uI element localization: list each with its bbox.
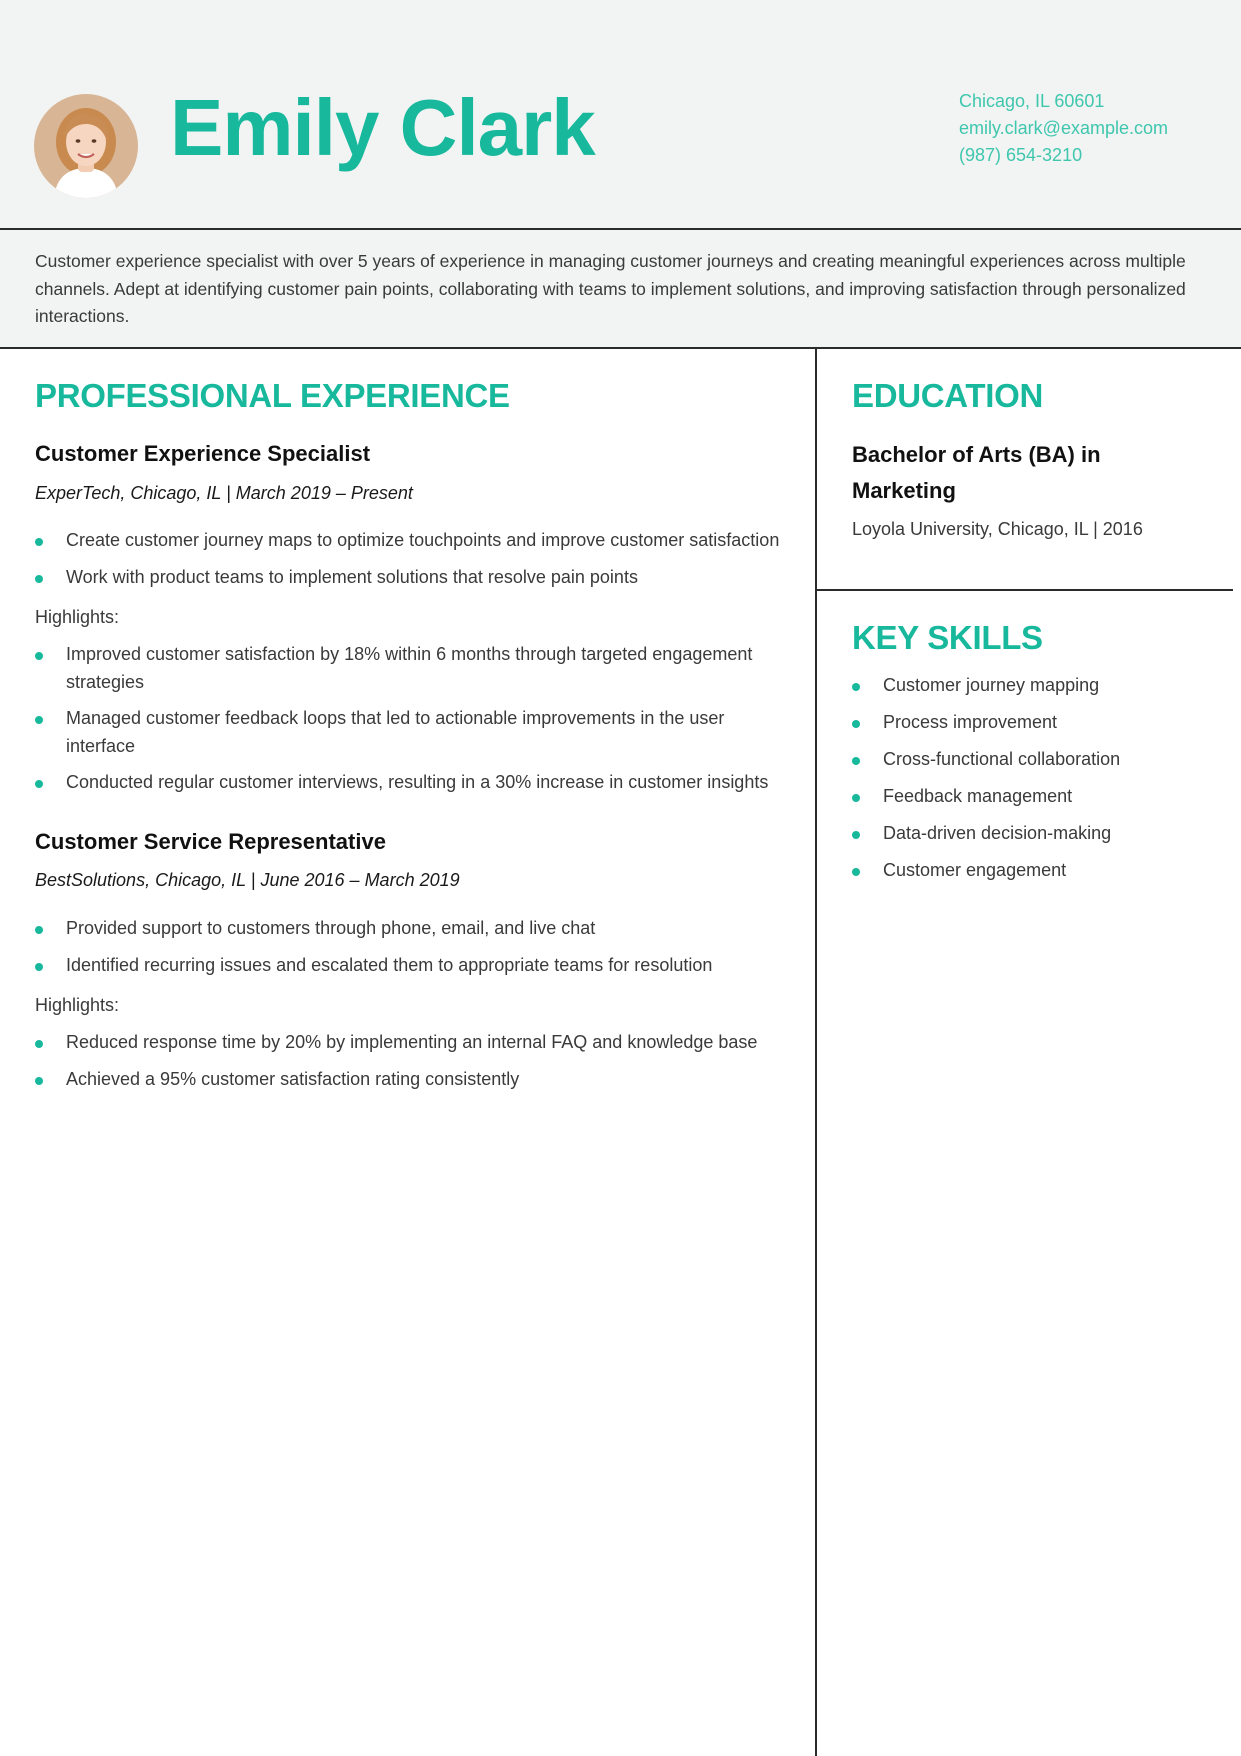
education-degree: Bachelor of Arts (BA) in Marketing [852,442,1101,503]
candidate-name: Emily Clark [170,83,595,172]
job-highlights-list [35,1028,795,1093]
job-duties-list [35,526,795,591]
skills-list [852,671,1222,884]
education-skills-divider [817,589,1233,591]
skill-item: Customer journey mapping [852,671,1222,699]
highlights-label: Highlights: [35,607,120,627]
job-duties-list [35,914,795,979]
list-item: Work with product teams to implement solutions that resolve pain points [35,563,795,591]
job-highlights-list [35,640,775,796]
contact-block [959,88,1229,169]
list-item: Managed customer feedback loops that led to actionable improvements in the user interface [35,704,775,760]
skill-item: Data-driven decision-making [852,819,1222,847]
education-school: Loyola University, Chicago, IL | 2016 [852,519,1143,539]
list-item: Identified recurring issues and escalated them to appropriate teams for resolution [35,951,795,979]
column-divider [815,349,817,1756]
experience-section-title: PROFESSIONAL EXPERIENCE [35,377,510,414]
list-item: Reduced response time by 20% by implementing an internal FAQ and knowledge base [35,1028,795,1056]
list-item: Provided support to customers through phone, email, and live chat [35,914,795,942]
skill-item: Feedback management [852,782,1222,810]
header [0,0,1241,230]
education-section-title: EDUCATION [852,377,1044,414]
list-item: Create customer journey maps to optimize touchpoints and improve customer satisfaction [35,526,795,554]
contact-location: Chicago, IL 60601 [959,91,1105,111]
skill-item: Cross-functional collaboration [852,745,1222,773]
skills-section-title: KEY SKILLS [852,619,1043,656]
summary-section [0,230,1241,349]
contact-phone[interactable]: (987) 654-3210 [959,145,1083,165]
highlights-label: Highlights: [35,995,120,1015]
job-meta: ExperTech, Chicago, IL | March 2019 – Present [35,483,413,503]
list-item: Achieved a 95% customer satisfaction rating consistently [35,1065,795,1093]
profile-photo-icon [34,94,138,198]
avatar [34,94,138,198]
skill-item: Process improvement [852,708,1222,736]
skill-item: Customer engagement [852,856,1222,884]
list-item: Conducted regular customer interviews, resulting in a 30% increase in customer insights [35,768,775,796]
job-meta: BestSolutions, Chicago, IL | June 2016 – March 2019 [35,870,460,890]
job-title: Customer Service Representative [35,829,386,854]
list-item: Improved customer satisfaction by 18% within 6 months through targeted engagement strategies [35,640,775,696]
job-title: Customer Experience Specialist [35,441,371,466]
contact-email[interactable]: emily.clark@example.com [959,118,1168,138]
summary-text: Customer experience specialist with over 5 years of experience in managing customer journeys and creating meaningful experiences across multiple channels. Adept at identifying customer pain points, collaborating with teams to implement solutions, and improving satisfaction through personalized interactions. [35,251,1186,326]
